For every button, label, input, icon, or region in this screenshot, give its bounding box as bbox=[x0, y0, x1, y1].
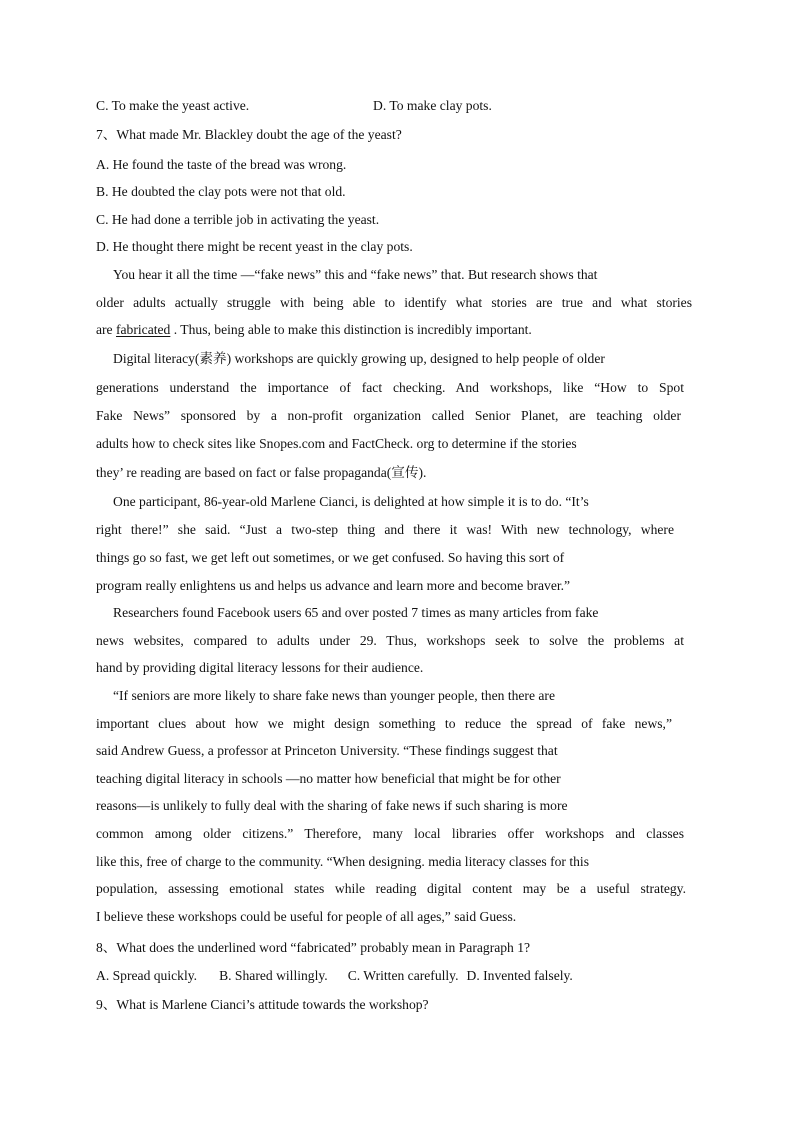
p5-line-8: population, assessing emotional states while reading digital content may be a useful strategy. bbox=[96, 881, 686, 896]
p4-line-3: hand by providing digital literacy lessons for their audience. bbox=[96, 660, 424, 675]
p5-line-2: important clues about how we might design something to reduce the spread of fake news,” bbox=[96, 716, 672, 731]
p4-line-1: Researchers found Facebook users 65 and over posted 7 times as many articles from fake bbox=[113, 605, 599, 620]
p3-line-3: things go so fast, we get left out sometimes, or we get confused. So having this sort of bbox=[96, 550, 565, 565]
p2-line-2: generations understand the importance of fact checking. And workshops, like “How to Spot bbox=[96, 380, 684, 395]
p2-line-3: Fake News” sponsored by a non-profit organization called Senior Planet, are teaching older bbox=[96, 408, 681, 423]
p3-line-2: right there!” she said. “Just a two-step thing and there it was! With new technology, where bbox=[96, 522, 674, 537]
p5-line-4: teaching digital literacy in schools —no matter how beneficial that might be for other bbox=[96, 771, 561, 786]
p1-line-2: older adults actually struggle with being able to identify what stories are true and what stories bbox=[96, 295, 692, 310]
q9-stem: 9、What is Marlene Cianci’s attitude towards the workshop? bbox=[96, 997, 429, 1012]
q8-option-c: C. Written carefully. bbox=[347, 968, 459, 983]
p2-line-1: Digital literacy(素养) workshops are quickly growing up, designed to help people of older bbox=[113, 351, 605, 366]
p2-line-5: they’ re reading are based on fact or false propaganda(宣传). bbox=[96, 465, 427, 480]
p5-line-6: common among older citizens.” Therefore, many local libraries offer workshops and classes bbox=[96, 826, 684, 841]
p5-line-5: reasons—is unlikely to fully deal with the sharing of fake news if such sharing is more bbox=[96, 798, 568, 813]
p5-line-7: like this, free of charge to the community. “When designing. media literacy classes for this bbox=[96, 854, 589, 869]
q6-options-row bbox=[96, 96, 696, 116]
q6-option-d: D. To make clay pots. bbox=[373, 98, 492, 113]
p5-line-3: said Andrew Guess, a professor at Princeton University. “These findings suggest that bbox=[96, 743, 558, 758]
q7-option-c: C. He had done a terrible job in activating the yeast. bbox=[96, 212, 380, 227]
p5-line-9: I believe these workshops could be useful for people of all ages,” said Guess. bbox=[96, 909, 517, 924]
q7-option-d: D. He thought there might be recent yeast in the clay pots. bbox=[96, 239, 413, 254]
q8-option-d: D. Invented falsely. bbox=[466, 968, 573, 983]
p1-line-3-suffix: . Thus, being able to make this distinction is incredibly important. bbox=[170, 322, 532, 337]
p3-line-4: program really enlightens us and helps us advance and learn more and become braver.” bbox=[96, 578, 571, 593]
q7-option-a: A. He found the taste of the bread was wrong. bbox=[96, 157, 347, 172]
p2-line-4: adults how to check sites like Snopes.com and FactCheck. org to determine if the stories bbox=[96, 436, 577, 451]
p5-line-1: “If seniors are more likely to share fake news than younger people, then there are bbox=[113, 688, 555, 703]
p4-line-2: news websites, compared to adults under 29. Thus, workshops seek to solve the problems at bbox=[96, 633, 684, 648]
p1-line-3-prefix: are bbox=[96, 322, 116, 337]
q8-option-a: A. Spread quickly. bbox=[96, 968, 198, 983]
q7-stem: 7、What made Mr. Blackley doubt the age of the yeast? bbox=[96, 127, 402, 142]
p1-line-3 bbox=[96, 320, 696, 340]
q6-option-c: C. To make the yeast active. bbox=[96, 98, 250, 113]
p1-line-1: You hear it all the time —“fake news” this and “fake news” that. But research shows that bbox=[113, 267, 598, 282]
p3-line-1: One participant, 86-year-old Marlene Cianci, is delighted at how simple it is to do. “It’s bbox=[113, 494, 589, 509]
q8-stem: 8、What does the underlined word “fabricated” probably mean in Paragraph 1? bbox=[96, 940, 531, 955]
q8-options-row bbox=[96, 966, 696, 986]
underlined-word-fabricated: fabricated bbox=[116, 322, 171, 337]
q8-option-b: B. Shared willingly. bbox=[219, 968, 328, 983]
q7-option-b: B. He doubted the clay pots were not that old. bbox=[96, 184, 346, 199]
